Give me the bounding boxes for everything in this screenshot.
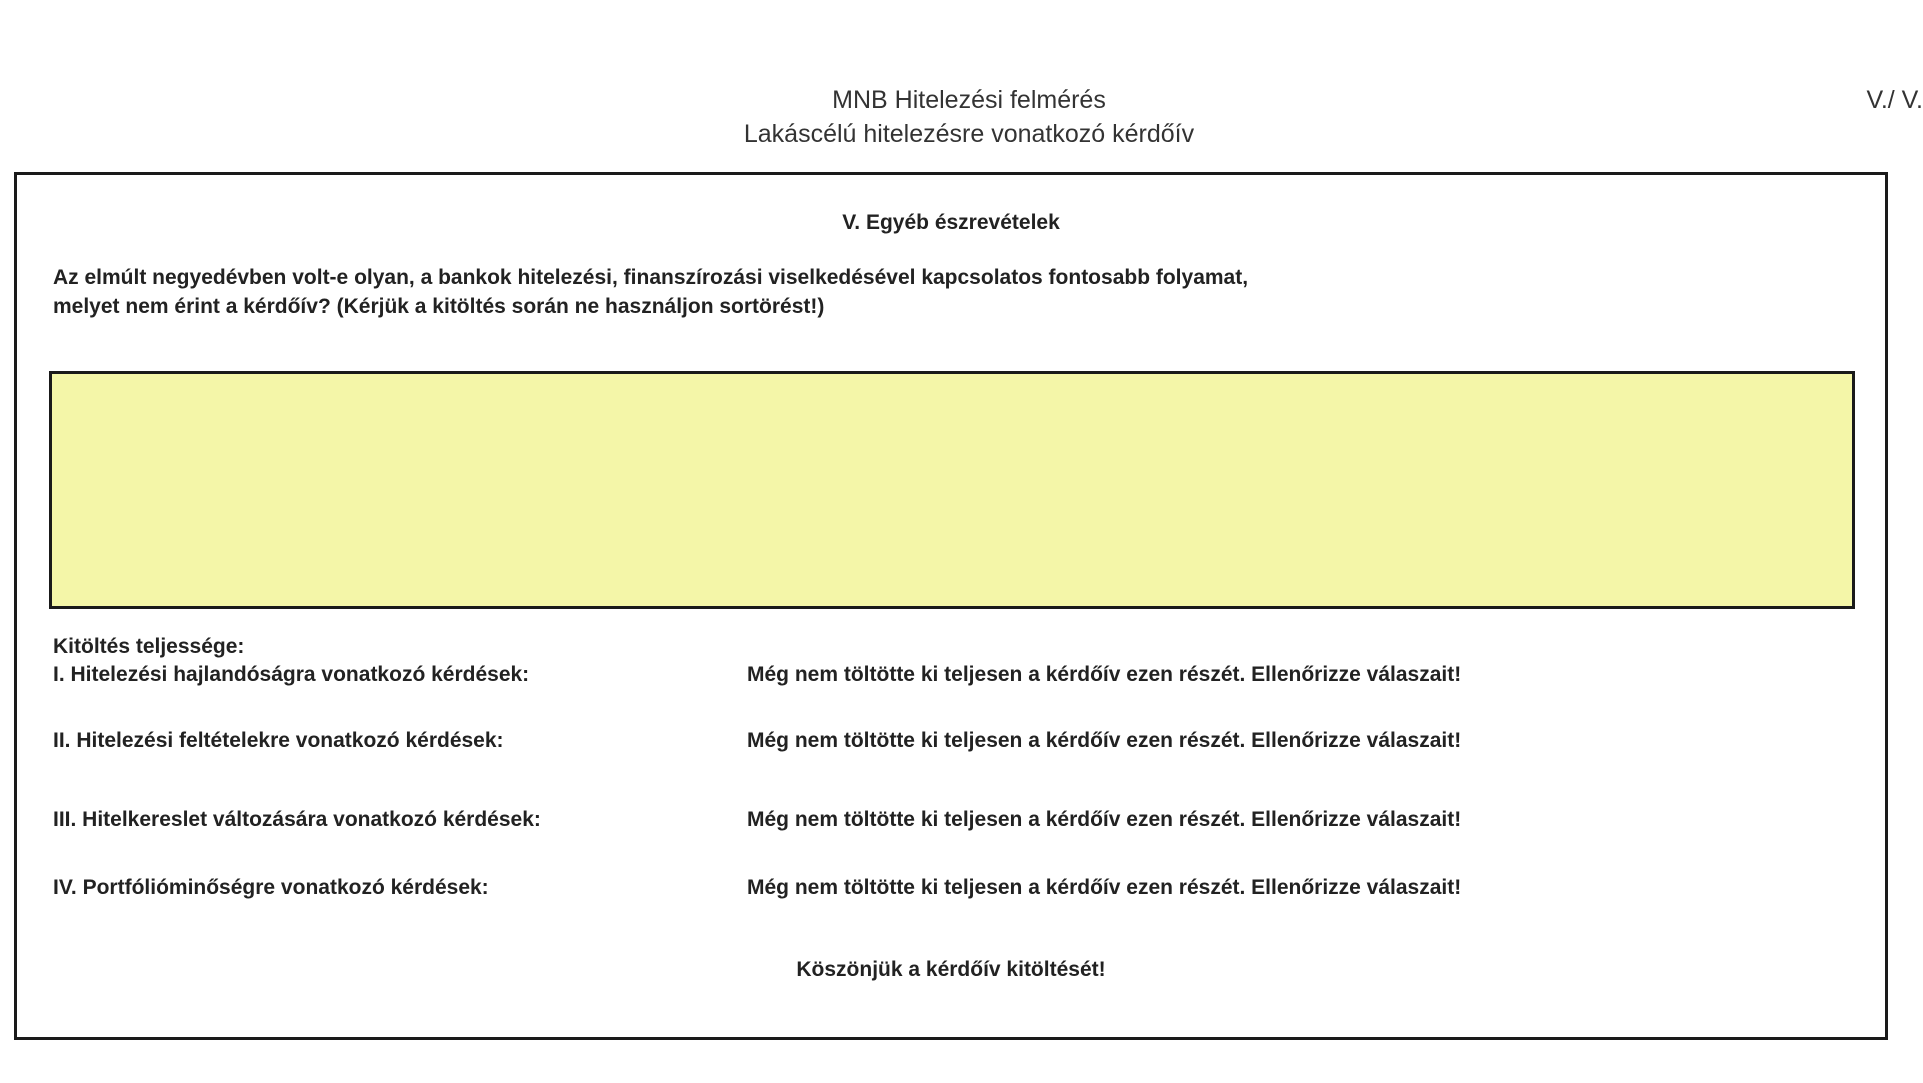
row-status-portfolio-quality: Még nem töltötte ki teljesen a kérdőív ezen részét. Ellenőrizze válaszait! (747, 876, 1462, 899)
section-frame (14, 172, 1888, 1040)
row-label-credit-demand: III. Hitelkereslet változására vonatkozó kérdések: (53, 808, 541, 831)
survey-subtitle: Lakáscélú hitelezésre vonatkozó kérdőív (743, 120, 1195, 148)
survey-header (0, 83, 1923, 151)
question-line-1: Az elmúlt negyedévben volt-e olyan, a bankok hitelezési, finanszírozási viselkedésével kapcsolatos fontosabb folyamat, (53, 266, 1249, 289)
row-label-portfolio-quality: IV. Portfólióminőségre vonatkozó kérdések: (53, 876, 489, 899)
thank-you-message: Köszönjük a kérdőív kitöltését! (796, 958, 1106, 981)
question-line-2: melyet nem érint a kérdőív? (Kérjük a kitöltés során ne használjon sortörést!) (53, 295, 825, 318)
section-title: V. Egyéb észrevételek (842, 211, 1060, 234)
row-label-lending-willingness: I. Hitelezési hajlandóságra vonatkozó kérdések: (53, 663, 530, 686)
page-code: V./ V. (1866, 86, 1923, 114)
comments-input[interactable] (49, 371, 1855, 609)
survey-title: MNB Hitelezési felmérés (832, 86, 1106, 114)
completeness-label: Kitöltés teljessége: (53, 635, 245, 658)
question-text (53, 263, 1553, 321)
row-status-credit-demand: Még nem töltötte ki teljesen a kérdőív ezen részét. Ellenőrizze válaszait! (747, 808, 1462, 831)
row-status-lending-willingness: Még nem töltötte ki teljesen a kérdőív ezen részét. Ellenőrizze válaszait! (747, 663, 1462, 686)
row-status-lending-conditions: Még nem töltötte ki teljesen a kérdőív ezen részét. Ellenőrizze válaszait! (747, 729, 1462, 752)
row-label-lending-conditions: II. Hitelezési feltételekre vonatkozó kérdések: (53, 729, 504, 752)
